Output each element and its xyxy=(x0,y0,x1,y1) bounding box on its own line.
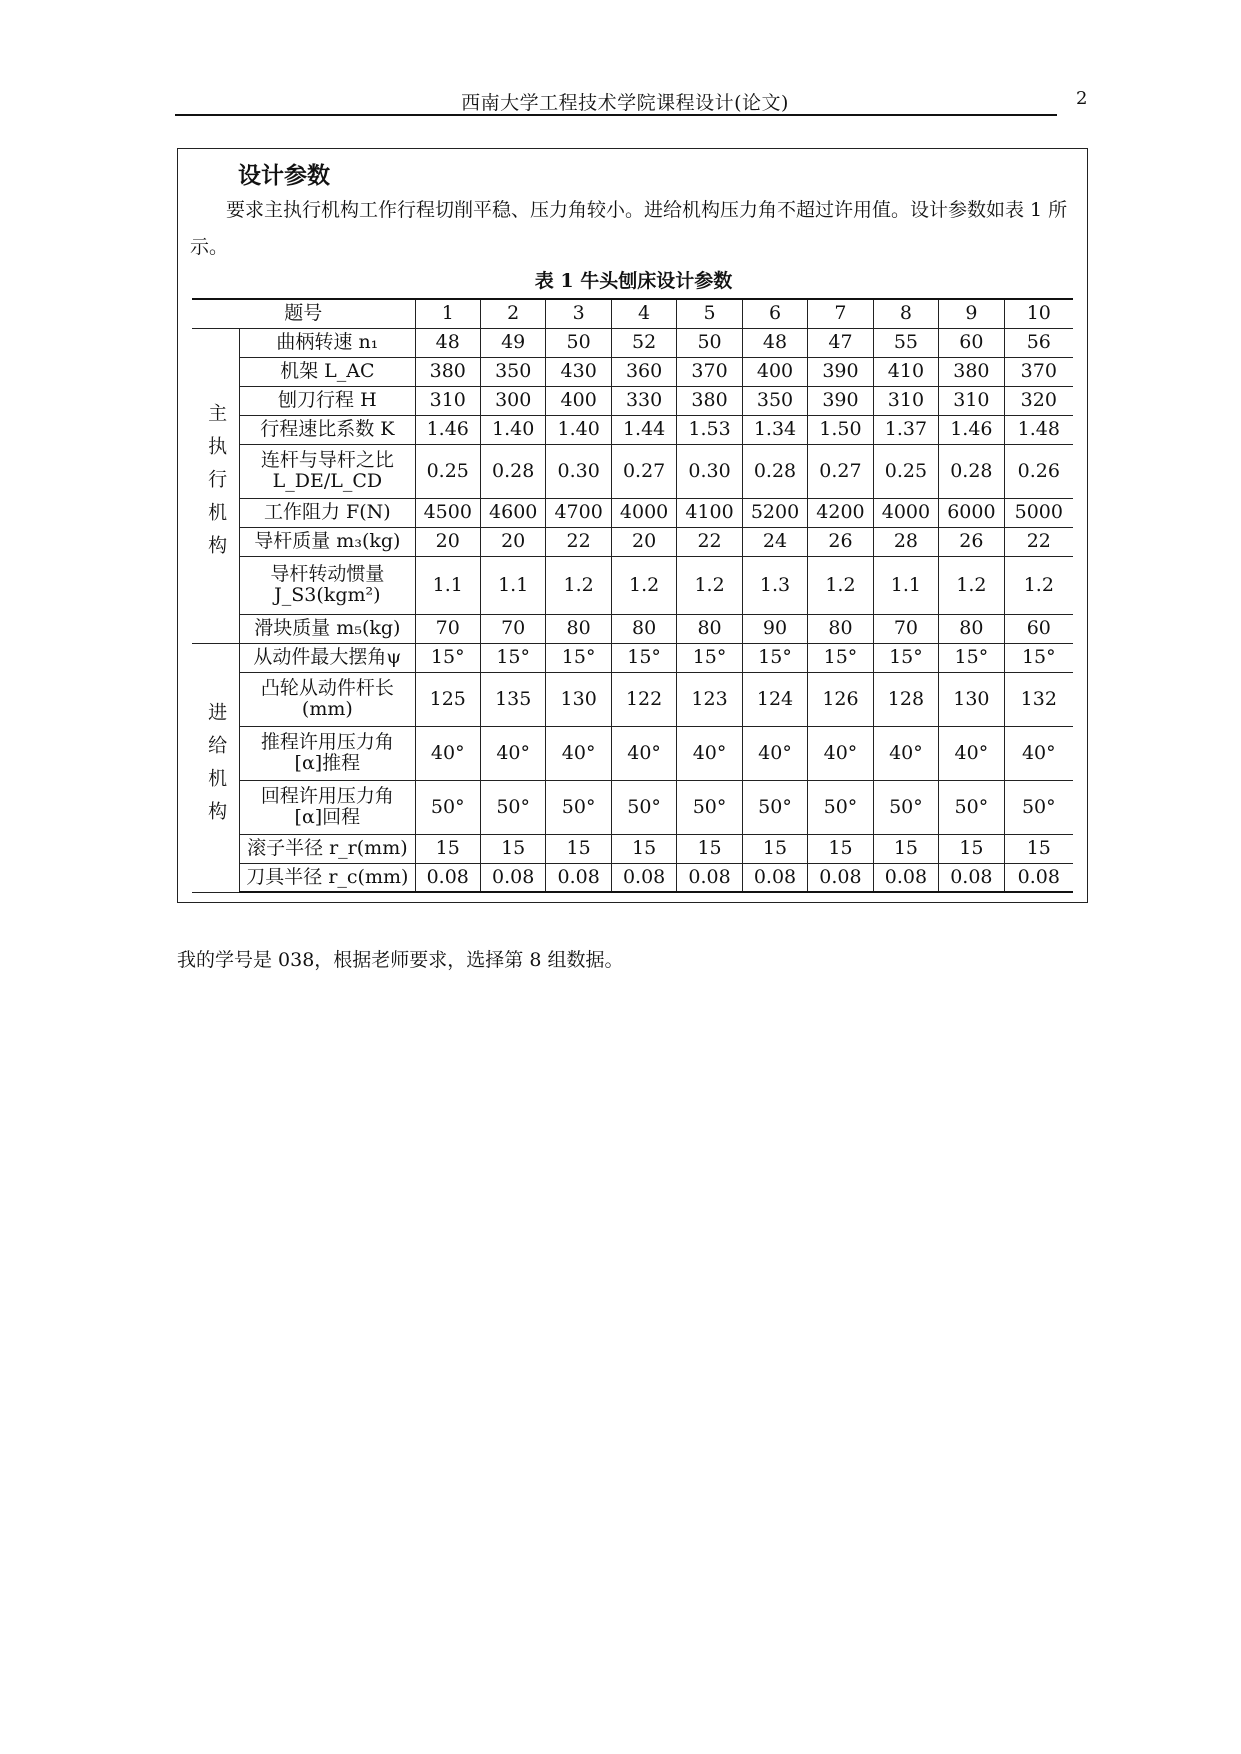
value-cell: 1.2 xyxy=(677,556,742,614)
row-label-line2: [α]推程 xyxy=(294,752,361,774)
value-cell: 15 xyxy=(873,834,938,863)
table-row xyxy=(192,672,1073,726)
row-label: 滑块质量 m₅(kg) xyxy=(254,617,401,639)
value-cell: 15 xyxy=(1004,834,1073,863)
row-label-cell xyxy=(240,863,415,892)
value-cell: 15° xyxy=(677,643,742,672)
table-row xyxy=(192,863,1073,892)
value-cell: 50° xyxy=(611,780,676,834)
group-label-cell: 进给机构 xyxy=(192,643,240,892)
value-cell: 370 xyxy=(677,357,742,386)
value-cell: 40° xyxy=(480,726,545,780)
running-header-title: 西南大学工程技术学院课程设计(论文) xyxy=(461,92,789,114)
row-label-line2: [α]回程 xyxy=(294,806,361,828)
value-cell: 123 xyxy=(677,672,742,726)
table-row xyxy=(192,614,1073,643)
table-row xyxy=(192,328,1073,357)
value-cell: 130 xyxy=(939,672,1004,726)
row-label: 连杆与导杆之比 xyxy=(260,449,394,471)
section-title: 设计参数 xyxy=(238,162,330,189)
value-cell: 300 xyxy=(480,386,545,415)
value-cell: 50° xyxy=(546,780,611,834)
value-cell: 1.2 xyxy=(939,556,1004,614)
table-caption: 表 1 牛头刨床设计参数 xyxy=(534,270,733,292)
value-cell: 125 xyxy=(415,672,480,726)
table-row xyxy=(192,498,1073,527)
value-cell: 1.50 xyxy=(808,415,873,444)
value-cell: 90 xyxy=(742,614,807,643)
value-cell: 40° xyxy=(1004,726,1073,780)
value-cell: 0.08 xyxy=(1004,863,1073,892)
row-label-cell xyxy=(240,498,415,527)
table-row xyxy=(192,726,1073,780)
row-label: 刀具半径 r_c(mm) xyxy=(246,865,409,888)
value-cell: 0.28 xyxy=(480,444,545,498)
value-cell: 70 xyxy=(480,614,545,643)
value-cell: 0.08 xyxy=(742,863,807,892)
value-cell: 350 xyxy=(742,386,807,415)
value-cell: 390 xyxy=(808,357,873,386)
value-cell: 320 xyxy=(1004,386,1073,415)
value-cell: 24 xyxy=(742,527,807,556)
column-number-cell: 7 xyxy=(808,299,873,328)
value-cell: 15 xyxy=(808,834,873,863)
value-cell: 0.08 xyxy=(546,863,611,892)
row-label-cell xyxy=(240,726,415,780)
value-cell: 0.08 xyxy=(939,863,1004,892)
value-cell: 0.08 xyxy=(808,863,873,892)
value-cell: 20 xyxy=(611,527,676,556)
value-cell: 15° xyxy=(742,643,807,672)
value-cell: 330 xyxy=(611,386,676,415)
row-label: 滚子半径 r_r(mm) xyxy=(247,837,408,859)
value-cell: 52 xyxy=(611,328,676,357)
value-cell: 0.08 xyxy=(480,863,545,892)
value-cell: 15° xyxy=(546,643,611,672)
row-label-cell xyxy=(240,328,415,357)
value-cell: 50° xyxy=(677,780,742,834)
value-cell: 350 xyxy=(480,357,545,386)
value-cell: 20 xyxy=(415,527,480,556)
table-row xyxy=(192,444,1073,498)
value-cell: 80 xyxy=(939,614,1004,643)
table-row xyxy=(192,527,1073,556)
value-cell: 4200 xyxy=(808,498,873,527)
value-cell: 50° xyxy=(873,780,938,834)
value-cell: 1.34 xyxy=(742,415,807,444)
column-number-cell: 1 xyxy=(415,299,480,328)
row-label-cell xyxy=(240,444,415,498)
value-cell: 310 xyxy=(939,386,1004,415)
value-cell: 40° xyxy=(677,726,742,780)
value-cell: 15 xyxy=(546,834,611,863)
value-cell: 380 xyxy=(677,386,742,415)
value-cell: 1.1 xyxy=(480,556,545,614)
value-cell: 1.37 xyxy=(873,415,938,444)
value-cell: 26 xyxy=(808,527,873,556)
column-number-cell: 8 xyxy=(873,299,938,328)
value-cell: 80 xyxy=(546,614,611,643)
value-cell: 47 xyxy=(808,328,873,357)
value-cell: 0.28 xyxy=(939,444,1004,498)
row-label: 导杆质量 m₃(kg) xyxy=(254,530,401,552)
value-cell: 28 xyxy=(873,527,938,556)
value-cell: 48 xyxy=(415,328,480,357)
row-label: 凸轮从动件杆长 xyxy=(260,677,394,699)
value-cell: 22 xyxy=(677,527,742,556)
value-cell: 310 xyxy=(415,386,480,415)
value-cell: 80 xyxy=(677,614,742,643)
value-cell: 15 xyxy=(480,834,545,863)
table-row xyxy=(192,556,1073,614)
value-cell: 1.53 xyxy=(677,415,742,444)
value-cell: 40° xyxy=(939,726,1004,780)
value-cell: 26 xyxy=(939,527,1004,556)
column-number-cell: 3 xyxy=(546,299,611,328)
value-cell: 4600 xyxy=(480,498,545,527)
value-cell: 0.25 xyxy=(415,444,480,498)
row-label: 曲柄转速 n₁ xyxy=(276,331,379,353)
value-cell: 0.30 xyxy=(546,444,611,498)
value-cell: 132 xyxy=(1004,672,1073,726)
value-cell: 15° xyxy=(1004,643,1073,672)
value-cell: 0.26 xyxy=(1004,444,1073,498)
section-paragraph xyxy=(190,192,1078,266)
row-label-cell xyxy=(240,357,415,386)
row-label: 回程许用压力角 xyxy=(260,785,394,807)
value-cell: 40° xyxy=(546,726,611,780)
row-label-line2: (mm) xyxy=(301,698,353,720)
row-label-cell xyxy=(240,386,415,415)
row-label-cell xyxy=(240,834,415,863)
value-cell: 50° xyxy=(939,780,1004,834)
table-row xyxy=(192,357,1073,386)
value-cell: 4700 xyxy=(546,498,611,527)
value-cell: 1.40 xyxy=(546,415,611,444)
value-cell: 1.2 xyxy=(1004,556,1073,614)
value-cell: 1.2 xyxy=(611,556,676,614)
value-cell: 124 xyxy=(742,672,807,726)
value-cell: 22 xyxy=(546,527,611,556)
parameters-table xyxy=(192,298,1073,893)
value-cell: 15° xyxy=(415,643,480,672)
value-cell: 0.08 xyxy=(873,863,938,892)
value-cell: 1.2 xyxy=(808,556,873,614)
row-label-cell xyxy=(240,415,415,444)
value-cell: 1.1 xyxy=(873,556,938,614)
value-cell: 4000 xyxy=(611,498,676,527)
value-cell: 1.40 xyxy=(480,415,545,444)
value-cell: 4000 xyxy=(873,498,938,527)
row-label: 刨刀行程 H xyxy=(278,389,377,411)
value-cell: 380 xyxy=(415,357,480,386)
value-cell: 15 xyxy=(415,834,480,863)
design-parameters-frame xyxy=(177,148,1088,903)
value-cell: 50° xyxy=(742,780,807,834)
header-rule xyxy=(175,114,1057,116)
value-cell: 310 xyxy=(873,386,938,415)
table-row xyxy=(192,415,1073,444)
value-cell: 15 xyxy=(611,834,676,863)
value-cell: 410 xyxy=(873,357,938,386)
value-cell: 15 xyxy=(939,834,1004,863)
value-cell: 15 xyxy=(677,834,742,863)
value-cell: 360 xyxy=(611,357,676,386)
value-cell: 80 xyxy=(611,614,676,643)
value-cell: 4500 xyxy=(415,498,480,527)
value-cell: 50° xyxy=(480,780,545,834)
value-cell: 400 xyxy=(742,357,807,386)
table-row xyxy=(192,834,1073,863)
row-label-line2: J_S3(kgm²) xyxy=(274,584,381,606)
table-row xyxy=(192,643,1073,672)
row-label-cell xyxy=(240,527,415,556)
value-cell: 0.08 xyxy=(415,863,480,892)
value-cell: 60 xyxy=(939,328,1004,357)
value-cell: 55 xyxy=(873,328,938,357)
value-cell: 80 xyxy=(808,614,873,643)
value-cell: 400 xyxy=(546,386,611,415)
value-cell: 126 xyxy=(808,672,873,726)
value-cell: 4100 xyxy=(677,498,742,527)
value-cell: 56 xyxy=(1004,328,1073,357)
value-cell: 135 xyxy=(480,672,545,726)
value-cell: 49 xyxy=(480,328,545,357)
value-cell: 15° xyxy=(611,643,676,672)
value-cell: 50 xyxy=(546,328,611,357)
value-cell: 1.44 xyxy=(611,415,676,444)
row-label: 推程许用压力角 xyxy=(260,731,394,753)
value-cell: 15° xyxy=(939,643,1004,672)
value-cell: 1.46 xyxy=(939,415,1004,444)
value-cell: 1.2 xyxy=(546,556,611,614)
row-label-line2: L_DE/L_CD xyxy=(272,470,383,492)
column-number-cell: 6 xyxy=(742,299,807,328)
value-cell: 380 xyxy=(939,357,1004,386)
value-cell: 0.27 xyxy=(611,444,676,498)
value-cell: 70 xyxy=(415,614,480,643)
value-cell: 1.1 xyxy=(415,556,480,614)
value-cell: 0.27 xyxy=(808,444,873,498)
column-number-cell: 9 xyxy=(939,299,1004,328)
value-cell: 1.48 xyxy=(1004,415,1073,444)
value-cell: 40° xyxy=(415,726,480,780)
value-cell: 40° xyxy=(873,726,938,780)
value-cell: 60 xyxy=(1004,614,1073,643)
value-cell: 0.08 xyxy=(611,863,676,892)
column-number-cell: 5 xyxy=(677,299,742,328)
value-cell: 5200 xyxy=(742,498,807,527)
value-cell: 130 xyxy=(546,672,611,726)
header-label-cell: 题号 xyxy=(192,299,415,328)
value-cell: 15° xyxy=(873,643,938,672)
row-label-cell xyxy=(240,643,415,672)
value-cell: 40° xyxy=(742,726,807,780)
value-cell: 1.46 xyxy=(415,415,480,444)
column-number-cell: 2 xyxy=(480,299,545,328)
value-cell: 15° xyxy=(808,643,873,672)
row-label-cell xyxy=(240,614,415,643)
row-label: 导杆转动惯量 xyxy=(270,563,385,585)
value-cell: 50° xyxy=(808,780,873,834)
row-label-cell xyxy=(240,672,415,726)
value-cell: 50° xyxy=(415,780,480,834)
value-cell: 0.30 xyxy=(677,444,742,498)
row-label: 从动件最大摆角ψ xyxy=(253,646,402,668)
value-cell: 50 xyxy=(677,328,742,357)
footer-note: 我的学号是 038，根据老师要求，选择第 8 组数据。 xyxy=(177,949,624,971)
value-cell: 0.08 xyxy=(677,863,742,892)
table-header-row xyxy=(192,299,1073,328)
value-cell: 430 xyxy=(546,357,611,386)
value-cell: 15° xyxy=(480,643,545,672)
column-number-cell: 4 xyxy=(611,299,676,328)
value-cell: 50° xyxy=(1004,780,1073,834)
value-cell: 15 xyxy=(742,834,807,863)
value-cell: 390 xyxy=(808,386,873,415)
value-cell: 48 xyxy=(742,328,807,357)
page-number: 2 xyxy=(1076,88,1088,109)
value-cell: 40° xyxy=(808,726,873,780)
group-label-cell: 主执行机构 xyxy=(192,328,240,643)
value-cell: 128 xyxy=(873,672,938,726)
value-cell: 70 xyxy=(873,614,938,643)
row-label: 行程速比系数 K xyxy=(260,418,395,440)
table-row xyxy=(192,386,1073,415)
value-cell: 20 xyxy=(480,527,545,556)
value-cell: 122 xyxy=(611,672,676,726)
table-row xyxy=(192,780,1073,834)
value-cell: 1.3 xyxy=(742,556,807,614)
value-cell: 5000 xyxy=(1004,498,1073,527)
value-cell: 0.25 xyxy=(873,444,938,498)
row-label-cell xyxy=(240,556,415,614)
value-cell: 22 xyxy=(1004,527,1073,556)
row-label-cell xyxy=(240,780,415,834)
value-cell: 0.28 xyxy=(742,444,807,498)
value-cell: 40° xyxy=(611,726,676,780)
value-cell: 370 xyxy=(1004,357,1073,386)
paragraph-text: 要求主执行机构工作行程切削平稳、压力角较小。进给机构压力角不超过许用值。设计参数如表 1 所示。 xyxy=(190,199,1068,258)
row-label: 机架 L_AC xyxy=(280,360,375,382)
row-label: 工作阻力 F(N) xyxy=(264,501,391,523)
column-number-cell: 10 xyxy=(1004,299,1073,328)
value-cell: 6000 xyxy=(939,498,1004,527)
